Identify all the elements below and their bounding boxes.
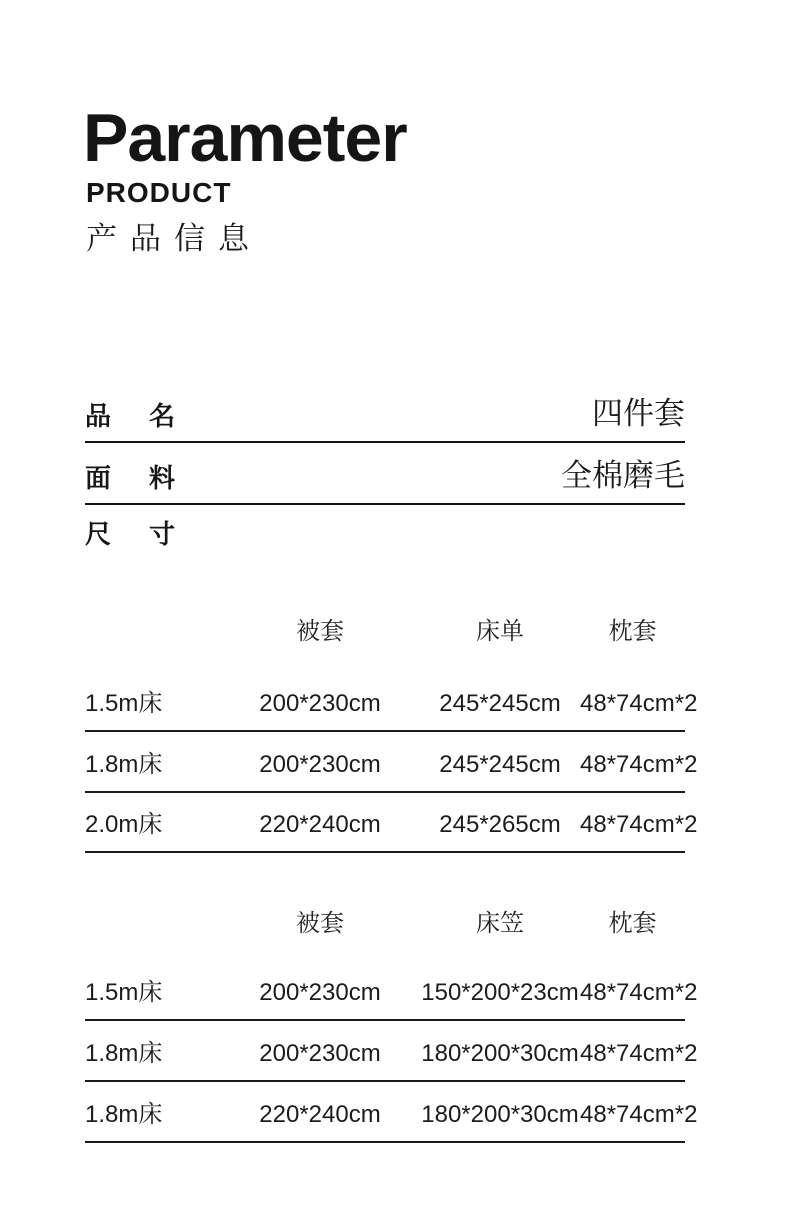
cell-pillow-size: 48*74cm*2 bbox=[580, 690, 698, 717]
size-table-1-row-2 bbox=[85, 751, 698, 793]
info-row-size bbox=[85, 519, 685, 559]
cell-bed-size: 1.8m床 bbox=[85, 1101, 163, 1128]
cell-bed-size: 2.0m床 bbox=[85, 811, 163, 838]
info-row-fabric bbox=[85, 457, 685, 505]
cell-pillow-size: 48*74cm*2 bbox=[580, 1040, 698, 1067]
cell-duvet-size: 200*230cm bbox=[259, 979, 381, 1006]
page-subtitle-cn: 产品信息 bbox=[86, 221, 262, 256]
size-table-1-row-1 bbox=[85, 690, 698, 732]
cell-duvet-size: 200*230cm bbox=[259, 690, 381, 717]
cell-duvet-size: 200*230cm bbox=[259, 1040, 381, 1067]
cell-fitted-sheet-size: 180*200*30cm bbox=[421, 1101, 579, 1128]
size-table-1-row-3 bbox=[85, 811, 698, 853]
header-cell-empty bbox=[85, 910, 220, 939]
header-cell-bed-sheet: 床单 bbox=[476, 618, 524, 645]
cell-pillow-size: 48*74cm*2 bbox=[580, 751, 698, 778]
cell-fitted-sheet-size: 150*200*23cm bbox=[421, 979, 579, 1006]
cell-duvet-size: 220*240cm bbox=[259, 811, 381, 838]
size-table-2-row-3 bbox=[85, 1101, 698, 1143]
header-cell-empty bbox=[85, 618, 220, 647]
header-cell-fitted-sheet: 床笠 bbox=[476, 910, 524, 937]
info-label-fabric: 面 料 bbox=[85, 463, 182, 493]
cell-bed-size: 1.8m床 bbox=[85, 751, 163, 778]
info-label-product-name: 品 名 bbox=[85, 401, 182, 431]
size-table-2-row-2 bbox=[85, 1040, 698, 1082]
size-table-2-header-row bbox=[85, 910, 685, 939]
cell-bed-size: 1.8m床 bbox=[85, 1040, 163, 1067]
cell-pillow-size: 48*74cm*2 bbox=[580, 979, 698, 1006]
cell-fitted-sheet-size: 180*200*30cm bbox=[421, 1040, 579, 1067]
info-label-size: 尺 寸 bbox=[85, 519, 182, 549]
page-title: Parameter bbox=[83, 100, 407, 176]
cell-bed-size: 1.5m床 bbox=[85, 979, 163, 1006]
cell-duvet-size: 200*230cm bbox=[259, 751, 381, 778]
info-value-fabric: 全棉磨毛 bbox=[561, 458, 685, 493]
cell-sheet-size: 245*265cm bbox=[439, 811, 561, 838]
cell-duvet-size: 220*240cm bbox=[259, 1101, 381, 1128]
cell-bed-size: 1.5m床 bbox=[85, 690, 163, 717]
info-value-product-name: 四件套 bbox=[592, 396, 685, 431]
cell-pillow-size: 48*74cm*2 bbox=[580, 811, 698, 838]
cell-sheet-size: 245*245cm bbox=[439, 751, 561, 778]
info-row-product-name bbox=[85, 395, 685, 443]
header-cell-pillowcase: 枕套 bbox=[608, 910, 657, 937]
cell-sheet-size: 245*245cm bbox=[439, 690, 561, 717]
header-cell-duvet-cover: 被套 bbox=[296, 910, 344, 937]
header-cell-duvet-cover: 被套 bbox=[296, 618, 344, 645]
header-cell-pillowcase: 枕套 bbox=[608, 618, 657, 645]
size-table-1-header-row bbox=[85, 618, 685, 647]
size-table-2-row-1 bbox=[85, 979, 698, 1021]
cell-pillow-size: 48*74cm*2 bbox=[580, 1101, 698, 1128]
page-subtitle-en: PRODUCT bbox=[86, 177, 232, 208]
